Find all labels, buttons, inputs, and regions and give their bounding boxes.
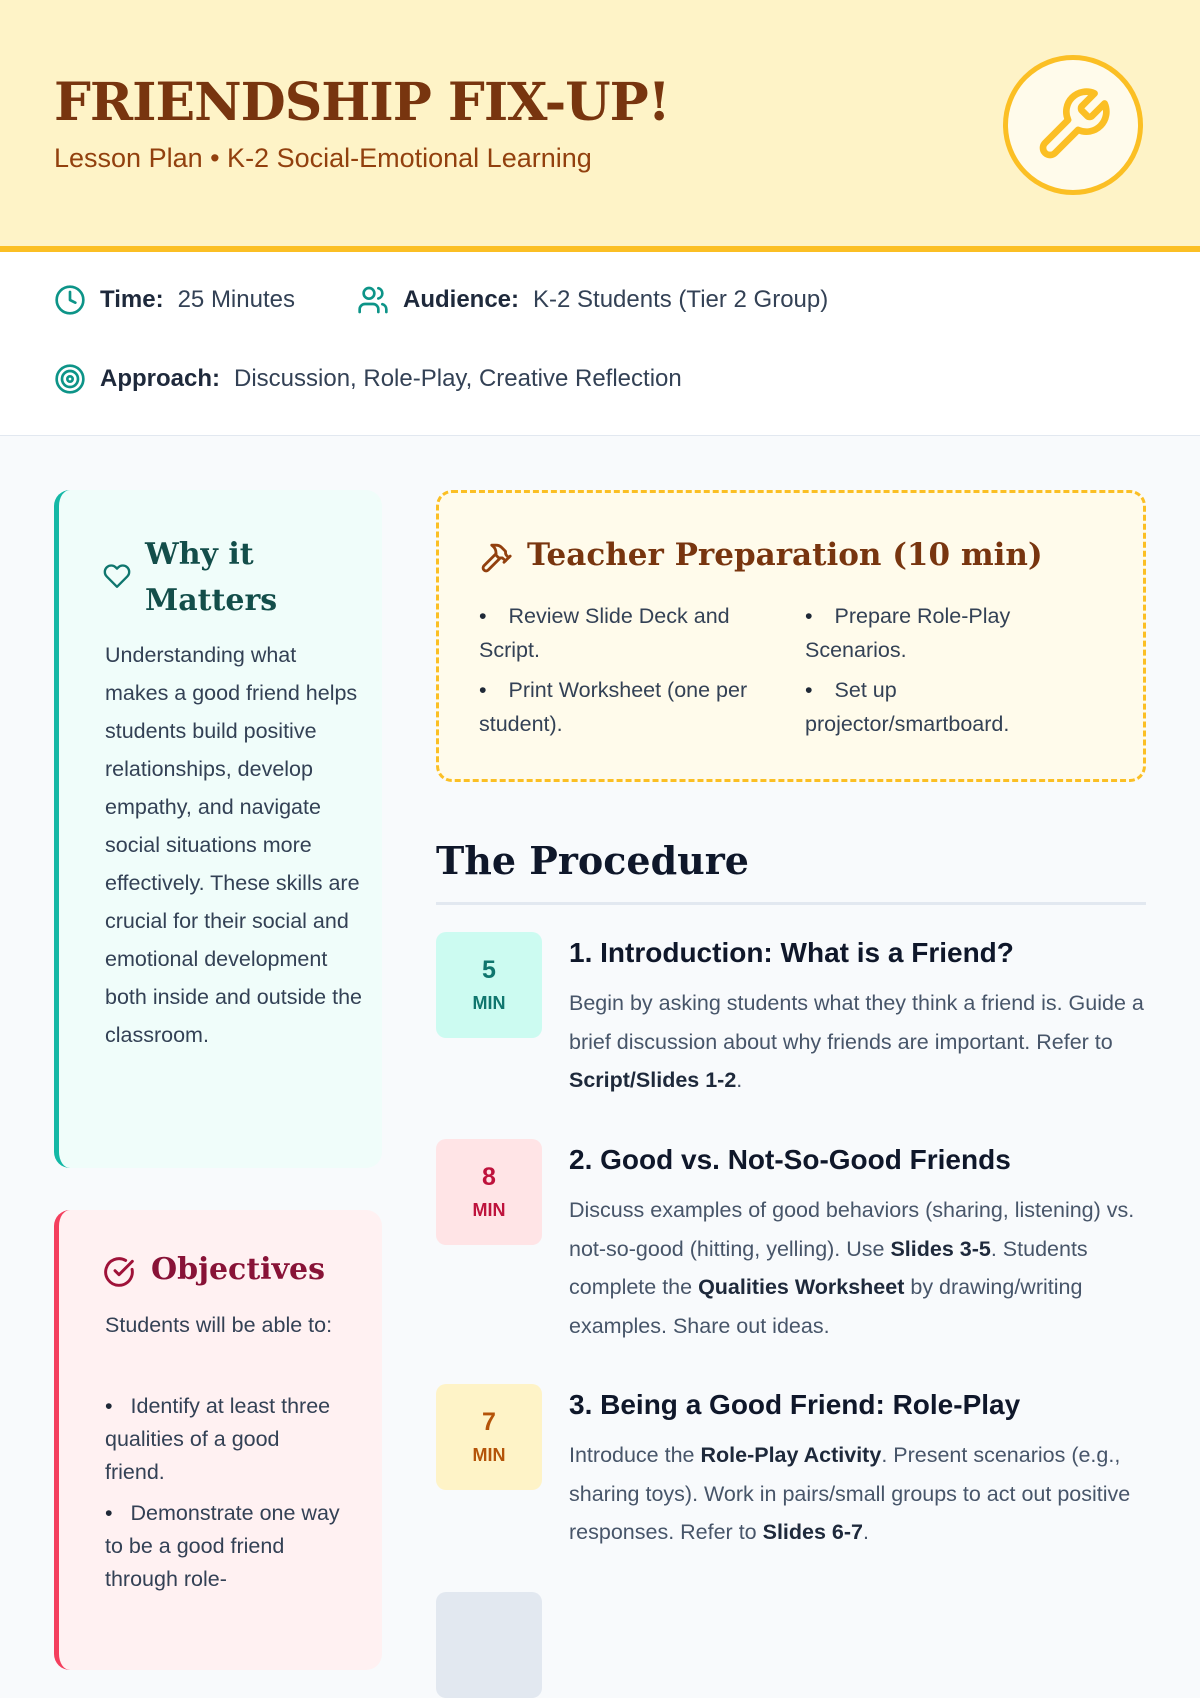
step-duration-number: 8 [482, 1163, 496, 1191]
lesson-meta [0, 252, 1200, 436]
meta-approach-value: Discussion, Role-Play, Creative Reflection [234, 365, 682, 392]
list-item: • Demonstrate one way to be a good friend through role- [105, 1497, 345, 1596]
body-text: by drawing/writing examples. Share out ideas. [569, 1275, 1083, 1338]
users-icon [357, 284, 389, 316]
bold-reference: Script/Slides 1-2 [569, 1068, 737, 1092]
procedure-divider [436, 902, 1146, 905]
teacher-preparation-card [436, 490, 1146, 782]
page-subtitle: Lesson Plan • K-2 Social-Emotional Learning [54, 143, 592, 173]
step-3-duration-badge [436, 1384, 542, 1490]
list-item: • Review Slide Deck and Script. [479, 599, 779, 667]
list-item: • Identify at least three qualities of a good friend. [105, 1390, 345, 1489]
bold-reference: Qualities Worksheet [698, 1275, 905, 1299]
body-text: Introduce the [569, 1443, 701, 1467]
page-title: FRIENDSHIP FIX-UP! [54, 72, 670, 133]
meta-time-label: Time: [100, 286, 164, 313]
bold-reference: Role-Play Activity [700, 1443, 882, 1467]
step-duration-unit: MIN [472, 993, 506, 1013]
procedure-title: The Procedure [436, 838, 749, 883]
bold-reference: Slides 3-5 [890, 1236, 991, 1261]
step-1-duration-badge [436, 932, 542, 1038]
meta-approach-label: Approach: [100, 365, 220, 392]
why-it-matters-card [54, 490, 382, 1168]
step-1-title: 1. Introduction: What is a Friend? [569, 937, 1014, 968]
step-4-duration-badge [436, 1592, 542, 1698]
step-2-title: 2. Good vs. Not-So-Good Friends [569, 1144, 1011, 1175]
prep-list-right [805, 599, 1105, 747]
clock-icon [54, 284, 86, 316]
step-duration-number: 5 [482, 956, 496, 984]
why-body: Understanding what makes a good friend helps students build positive relationships, develop empathy, and navigate social situations more effectively. These skills are crucial for their social and emotional development both inside and outside the classroom. [105, 643, 363, 1047]
wrench-icon [1033, 85, 1113, 165]
target-icon [54, 363, 86, 395]
step-duration-unit: MIN [472, 1200, 506, 1220]
list-item: • Set up projector/smartboard. [805, 673, 1105, 741]
body-text: . Students complete the [569, 1236, 1088, 1299]
body-text: . [863, 1520, 869, 1544]
meta-approach [54, 363, 682, 395]
objectives-intro: Students will be able to: [105, 1313, 333, 1337]
body-text: . Present scenarios (e.g., sharing toys). Work in pairs/small groups to act out positive responses. Refer to [569, 1443, 1131, 1544]
page-header [0, 0, 1200, 252]
prep-title: Teacher Preparation (10 min) [527, 537, 1043, 573]
body-text: Discuss examples of good behaviors (sharing, listening) vs. not-so-good (hitting, yelling). Use [569, 1198, 1135, 1261]
step-3-title: 3. Being a Good Friend: Role-Play [569, 1389, 1021, 1420]
check-circle-icon [103, 1256, 135, 1292]
meta-audience-value: K-2 Students (Tier 2 Group) [533, 286, 829, 313]
list-item: • Print Worksheet (one per student). [479, 673, 779, 741]
step-3-body [569, 1436, 1149, 1552]
meta-audience [357, 284, 828, 316]
header-badge [1003, 55, 1143, 195]
step-2-duration-badge [436, 1139, 542, 1245]
why-title: Why it Matters [145, 537, 278, 618]
objectives-list [105, 1390, 345, 1604]
meta-audience-label: Audience: [403, 286, 520, 313]
hammer-icon [479, 541, 513, 579]
bold-reference: Slides 6-7 [762, 1520, 863, 1544]
prep-list-left [479, 599, 779, 747]
body-text: Begin by asking students what they think a friend is. Guide a brief discussion about why friends are important. Refer to [569, 991, 1144, 1054]
step-duration-number: 7 [482, 1408, 496, 1436]
body-text: . [736, 1068, 743, 1092]
meta-time [54, 284, 295, 316]
list-item: • Prepare Role-Play Scenarios. [805, 599, 1105, 667]
heart-icon [103, 562, 131, 594]
step-duration-unit: MIN [472, 1445, 506, 1465]
step-2-body [569, 1191, 1149, 1345]
meta-time-value: 25 Minutes [177, 286, 295, 313]
objectives-card [54, 1210, 382, 1670]
step-1-body [569, 984, 1149, 1100]
objectives-title: Objectives [151, 1252, 325, 1287]
